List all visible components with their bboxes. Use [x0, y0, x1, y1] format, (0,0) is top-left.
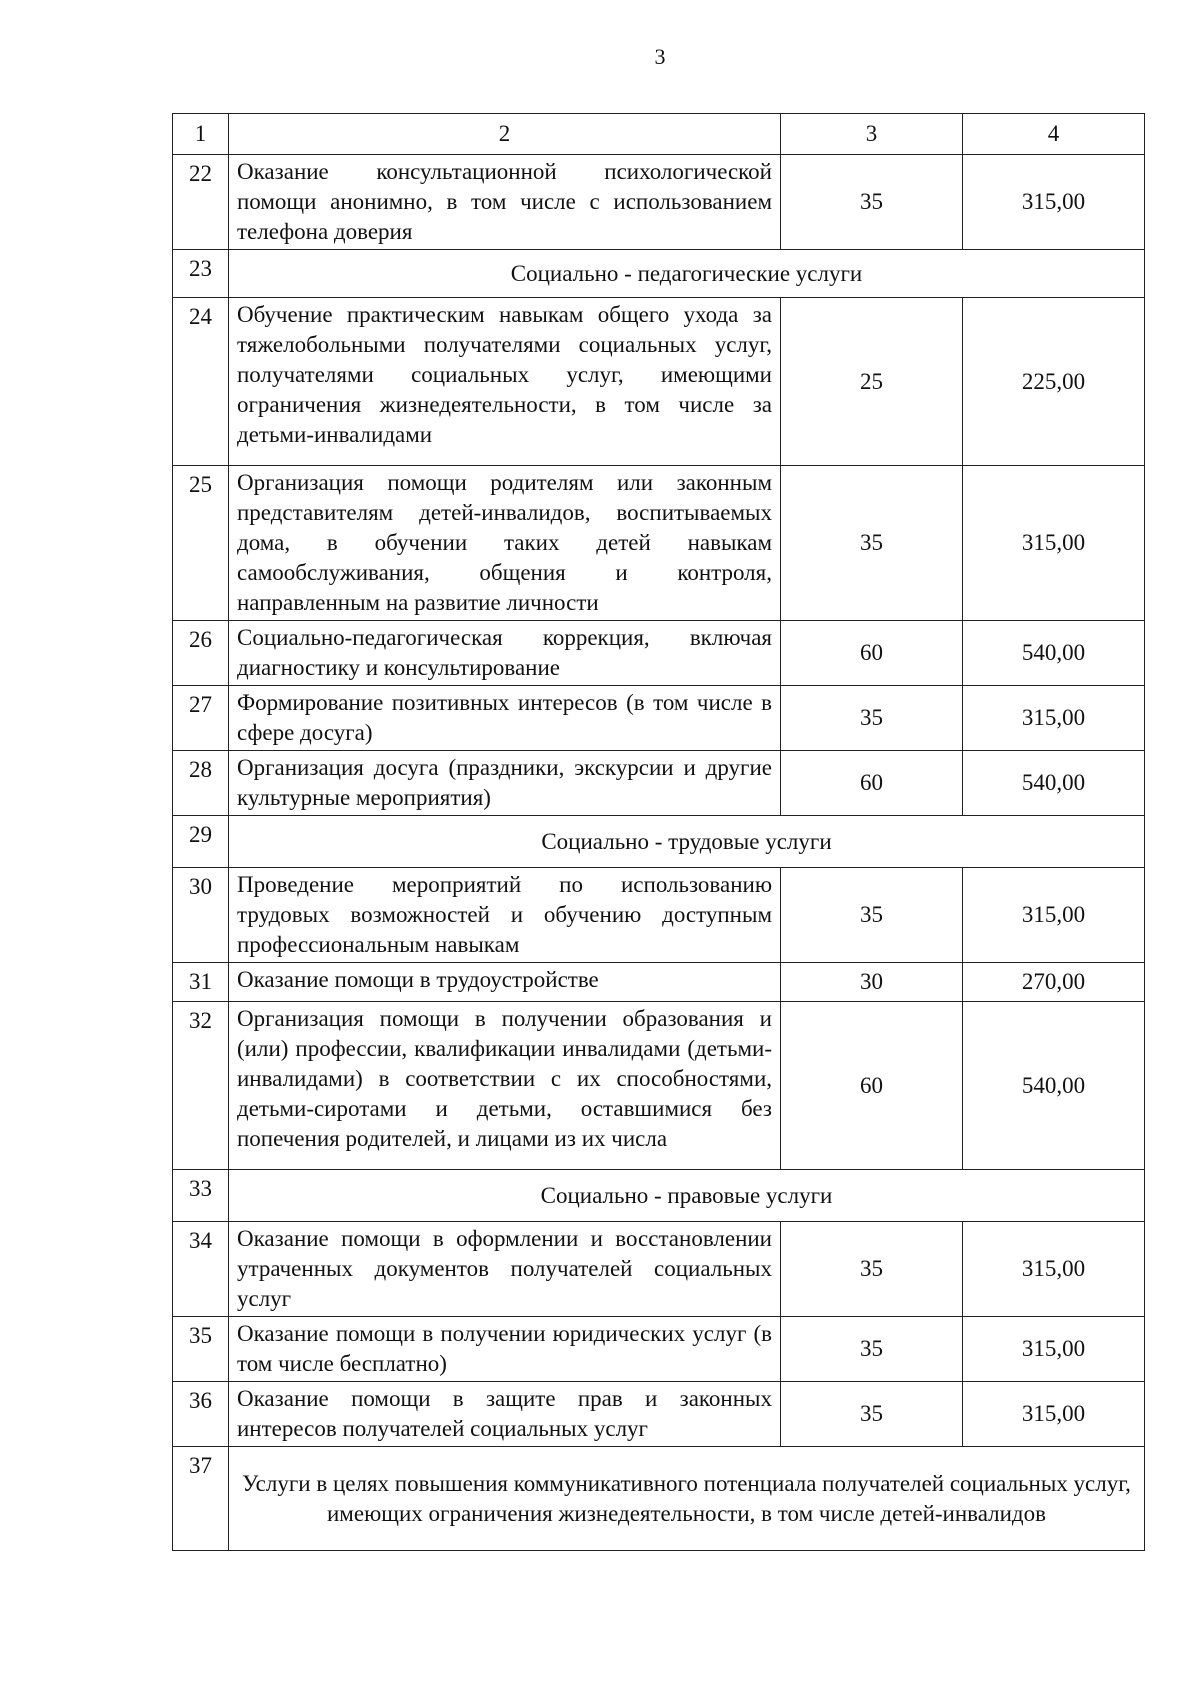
service-price: 315,00 — [963, 466, 1145, 621]
section-row — [173, 1170, 1145, 1222]
row-number: 23 — [173, 250, 229, 298]
services-table-body — [173, 114, 1145, 1551]
section-row — [173, 816, 1145, 868]
table-row — [173, 466, 1145, 621]
row-number: 26 — [173, 621, 229, 686]
row-number: 22 — [173, 155, 229, 250]
row-number: 33 — [173, 1170, 229, 1222]
service-description: Оказание помощи в защите прав и законных интересов получателей социальных услуг — [229, 1382, 781, 1447]
row-number: 35 — [173, 1317, 229, 1382]
table-row — [173, 751, 1145, 816]
service-duration: 60 — [781, 621, 963, 686]
services-table — [172, 113, 1145, 1551]
row-number: 29 — [173, 816, 229, 868]
service-duration: 35 — [781, 1222, 963, 1317]
service-price: 315,00 — [963, 1317, 1145, 1382]
service-duration: 35 — [781, 1317, 963, 1382]
section-title: Социально - педагогические услуги — [229, 250, 1145, 298]
service-description: Оказание консультационной психологической помощи анонимно, в том числе с использованием телефона доверия — [229, 155, 781, 250]
service-price: 315,00 — [963, 686, 1145, 751]
header-cell-1: 1 — [173, 114, 229, 155]
service-description: Проведение мероприятий по использованию трудовых возможностей и обучению доступным профессиональным навыкам — [229, 868, 781, 963]
service-description: Оказание помощи в получении юридических услуг (в том числе бесплатно) — [229, 1317, 781, 1382]
service-duration: 35 — [781, 155, 963, 250]
service-description: Обучение практическим навыкам общего ухода за тяжелобольными получателями социальных услуг, получателями социальных услуг, имеющими ограничения жизнедеятельности, в том числе за детьми-инвалидами — [229, 298, 781, 466]
service-duration: 30 — [781, 963, 963, 1002]
header-cell-2: 2 — [229, 114, 781, 155]
row-number: 24 — [173, 298, 229, 466]
service-description: Организация помощи в получении образования и (или) профессии, квалификации инвалидами (детьми-инвалидами) в соответствии с их способностями, детьми-сиротами и детьми, оставшимися без попечения родителей, и лицами из их числа — [229, 1002, 781, 1170]
service-duration: 35 — [781, 466, 963, 621]
table-row — [173, 1002, 1145, 1170]
table-row — [173, 298, 1145, 466]
service-description: Оказание помощи в трудоустройстве — [229, 963, 781, 1002]
header-cell-4: 4 — [963, 114, 1145, 155]
row-number: 28 — [173, 751, 229, 816]
header-cell-3: 3 — [781, 114, 963, 155]
row-number: 37 — [173, 1447, 229, 1551]
service-price: 540,00 — [963, 621, 1145, 686]
service-price: 540,00 — [963, 1002, 1145, 1170]
section-title: Услуги в целях повышения коммуникативного потенциала получателей социальных услуг, имеющих ограничения жизнедеятельности, в том числе детей-инвалидов — [229, 1447, 1145, 1551]
table-row — [173, 155, 1145, 250]
section-title: Социально - трудовые услуги — [229, 816, 1145, 868]
service-duration: 35 — [781, 1382, 963, 1447]
service-duration: 60 — [781, 751, 963, 816]
service-price: 270,00 — [963, 963, 1145, 1002]
service-price: 315,00 — [963, 155, 1145, 250]
service-price: 225,00 — [963, 298, 1145, 466]
row-number: 34 — [173, 1222, 229, 1317]
service-duration: 60 — [781, 1002, 963, 1170]
service-price: 315,00 — [963, 868, 1145, 963]
row-number: 30 — [173, 868, 229, 963]
service-description: Организация досуга (праздники, экскурсии и другие культурные мероприятия) — [229, 751, 781, 816]
service-duration: 35 — [781, 686, 963, 751]
service-duration: 25 — [781, 298, 963, 466]
service-price: 540,00 — [963, 751, 1145, 816]
service-description: Оказание помощи в оформлении и восстановлении утраченных документов получателей социальных услуг — [229, 1222, 781, 1317]
table-row — [173, 1317, 1145, 1382]
table-header-row — [173, 114, 1145, 155]
service-description: Формирование позитивных интересов (в том числе в сфере досуга) — [229, 686, 781, 751]
service-description: Организация помощи родителям или законным представителям детей-инвалидов, воспитываемых дома, в обучении таких детей навыкам самообслуживания, общения и контроля, направленным на развитие личности — [229, 466, 781, 621]
table-row — [173, 868, 1145, 963]
services-table-container — [172, 113, 1144, 1551]
table-row — [173, 1382, 1145, 1447]
service-description: Социально-педагогическая коррекция, включая диагностику и консультирование — [229, 621, 781, 686]
service-price: 315,00 — [963, 1222, 1145, 1317]
page-number: 3 — [654, 44, 666, 69]
row-number: 32 — [173, 1002, 229, 1170]
section-title: Социально - правовые услуги — [229, 1170, 1145, 1222]
row-number: 31 — [173, 963, 229, 1002]
service-duration: 35 — [781, 868, 963, 963]
table-row — [173, 686, 1145, 751]
row-number: 36 — [173, 1382, 229, 1447]
service-price: 315,00 — [963, 1382, 1145, 1447]
row-number: 27 — [173, 686, 229, 751]
table-row — [173, 621, 1145, 686]
section-row — [173, 250, 1145, 298]
table-row — [173, 1222, 1145, 1317]
section-row — [173, 1447, 1145, 1551]
table-row — [173, 963, 1145, 1002]
row-number: 25 — [173, 466, 229, 621]
